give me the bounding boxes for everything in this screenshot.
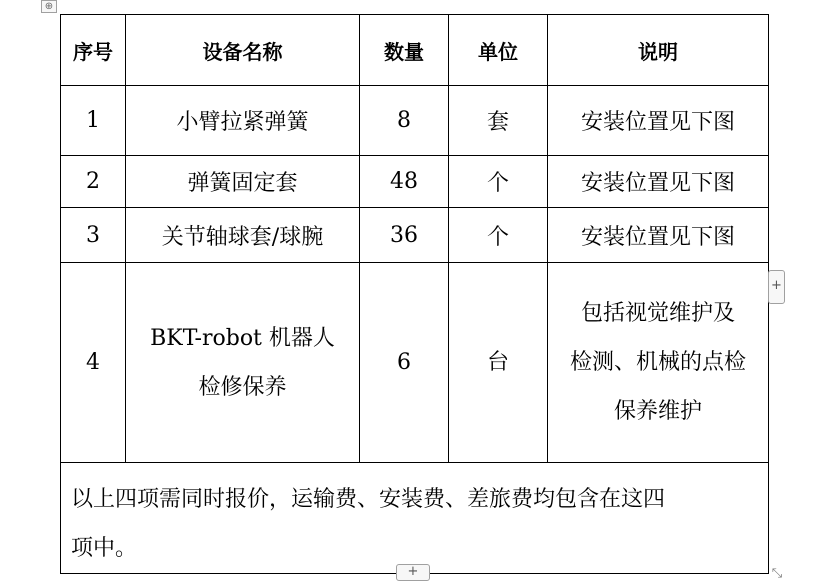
cell-name[interactable]: 弹簧固定套 (126, 156, 360, 208)
add-column-button[interactable]: + (768, 270, 785, 304)
cell-unit[interactable]: 套 (449, 86, 548, 156)
cell-note[interactable]: 安装位置见下图 (548, 156, 769, 208)
cell-no[interactable]: 3 (61, 208, 126, 263)
cell-unit[interactable]: 个 (449, 156, 548, 208)
table-resize-handle-icon[interactable]: ⤡ (771, 566, 783, 581)
cell-note-line: 包括视觉维护及 (580, 301, 735, 326)
footer-note-line: 项中。 (71, 536, 138, 561)
header-no[interactable]: 序号 (61, 15, 126, 86)
cell-name[interactable]: 小臂拉紧弹簧 (126, 86, 360, 156)
header-note[interactable]: 说明 (548, 15, 769, 86)
cell-name-line: BKT-robot 机器人 (150, 325, 335, 351)
clipped-text-above (62, 0, 152, 3)
table-move-handle-icon[interactable]: ⊕ (41, 0, 57, 13)
table-row (61, 156, 769, 208)
cell-unit[interactable]: 台 (449, 263, 548, 463)
header-qty[interactable]: 数量 (360, 15, 449, 86)
cell-note[interactable] (548, 263, 769, 463)
cell-qty[interactable]: 6 (360, 263, 449, 463)
cell-unit[interactable]: 个 (449, 208, 548, 263)
table-header-row (61, 15, 769, 86)
table-row (61, 208, 769, 263)
cell-note-line: 保养维护 (613, 399, 702, 424)
cell-no[interactable]: 4 (61, 263, 126, 463)
add-row-button[interactable]: + (396, 564, 430, 581)
cell-name-line: 检修保养 (198, 374, 287, 400)
table-row (61, 86, 769, 156)
cell-name[interactable]: 关节轴球套/球腕 (126, 208, 360, 263)
cell-qty[interactable]: 8 (360, 86, 449, 156)
equipment-table (60, 14, 769, 574)
cell-note[interactable]: 安装位置见下图 (548, 208, 769, 263)
cell-note[interactable]: 安装位置见下图 (548, 86, 769, 156)
header-name[interactable]: 设备名称 (126, 15, 360, 86)
header-unit[interactable]: 单位 (449, 15, 548, 86)
footer-note-cell[interactable] (61, 463, 769, 574)
cell-qty[interactable]: 48 (360, 156, 449, 208)
table-footer-row (61, 463, 769, 574)
cell-name[interactable] (126, 263, 360, 463)
cell-no[interactable]: 1 (61, 86, 126, 156)
footer-note-line: 以上四项需同时报价，运输费、安装费、差旅费均包含在这四 (71, 487, 666, 512)
cell-qty[interactable]: 36 (360, 208, 449, 263)
cell-note-line: 检测、机械的点检 (569, 350, 746, 375)
cell-no[interactable]: 2 (61, 156, 126, 208)
table-row (61, 263, 769, 463)
